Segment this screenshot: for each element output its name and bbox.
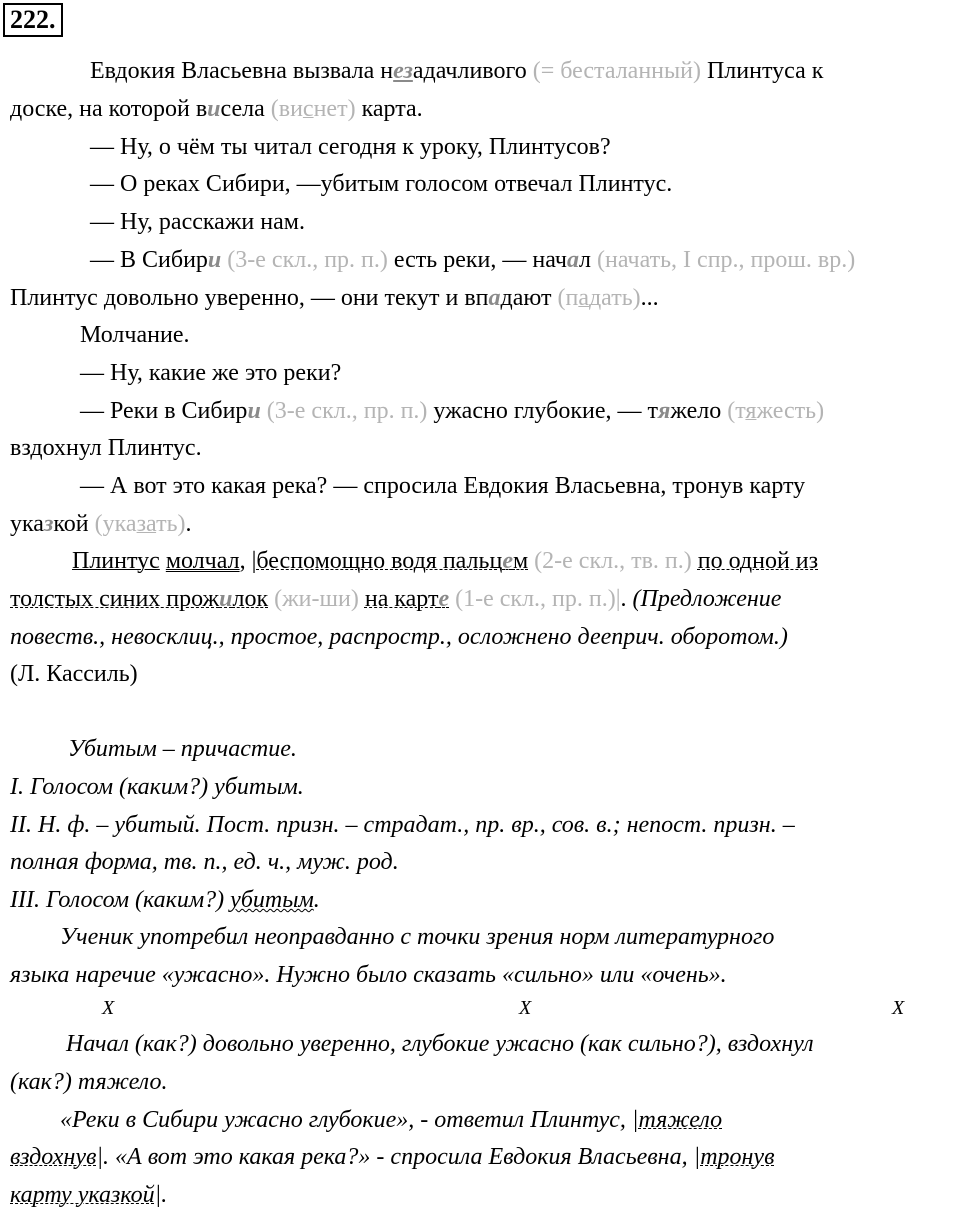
hint: (тяжесть) [727,398,825,424]
missing-letters: ез [393,58,413,84]
dialogue-line: — Реки в Сибири (3-е скл., пр. п.) ужасно глубокие, — тяжело (тяжесть) [80,398,825,424]
adverbial-phrase: беспомощно водя пальцем [256,548,529,574]
hint: (= бесталанный) [532,58,701,84]
object-phrase: по одной из [697,548,819,574]
subject: Плинтус [72,548,160,574]
hint: (3-е скл., пр. п.) [227,247,388,273]
analysis-line: вздохнув|. «А вот это какая река?» - спросила Евдокия Власьевна, |тронув [10,1144,775,1170]
dialogue-line: — В Сибири (3-е скл., пр. п.) есть реки, — начал (начать, I спр., прош. вр.) [90,247,856,273]
text-line: доске, на которой висела (виснет) карта. [10,96,423,122]
text-line: Молчание. [80,322,190,348]
dialogue-line: — О реках Сибири, —убитым голосом отвечал Плинтус. [90,171,673,197]
parsed-sentence-line: Плинтус молчал, |беспомощно водя пальцем (2-е скл., тв. п.) по одной из [72,548,819,574]
x-mark: X [892,997,905,1019]
analysis-line: языка наречие «ужасно». Нужно было сказать «сильно» или «очень». [10,962,727,988]
adverbial-place: на карте [364,586,450,612]
dialogue-line: — А вот это какая река? — спросила Евдокия Власьевна, тронув карту [80,473,806,499]
hint: (начать, I спр., прош. вр.) [596,247,856,273]
hint: (1-е скл., пр. п.)| [449,586,621,612]
hint: (жи-ши) [268,586,365,612]
analysis-line: Убитым – причастие. [68,736,297,762]
analysis-line: Ученик употребил неоправданно с точки зрения норм литературного [60,924,775,950]
dialogue-line: — Ну, о чём ты читал сегодня к уроку, Плинтусов? [90,134,611,160]
analysis-line: полная форма, тв. п., ед. ч., муж. род. [10,849,399,875]
analysis-line: II. Н. ф. – убитый. Пост. призн. – страдат., пр. вр., сов. в.; непост. призн. – [10,812,795,838]
x-mark: X [519,997,532,1019]
text-line: Плинтус довольно уверенно, — они текут и впадают (падать)... [10,285,659,311]
sentence-note: повеств., невосклиц., простое, распростр., осложнено дееприч. оборотом.) [10,624,788,650]
hint: (падать) [557,285,641,311]
text-line: Евдокия Власьевна вызвала незадачливого (= бесталанный) Плинтуса к [90,58,824,84]
text-line: указкой (указать). [10,511,192,537]
text-line: вздохнул Плинтус. [10,435,202,461]
analysis-line: «Реки в Сибири ужасно глубокие», - ответил Плинтус, |тяжело [60,1107,723,1133]
hint: (указать) [94,511,186,537]
predicate: молчал [165,548,240,574]
analysis-line: карту указкой|. [10,1182,168,1208]
exercise-number: 222. [3,3,63,37]
hint: (3-е скл., пр. п.) [266,398,428,424]
missing-letter: и [207,96,221,122]
x-mark: X [102,997,115,1019]
author: (Л. Кассиль) [10,661,138,687]
analysis-line: (как?) тяжело. [10,1069,168,1095]
hint: (2-е скл., тв. п.) [528,548,698,574]
dialogue-line: — Ну, расскажи нам. [90,209,305,235]
parsed-sentence-line: толстых синих прожилок (жи-ши) на карте (1-е скл., пр. п.)|. (Предложение [10,586,782,612]
object-phrase: толстых синих прожилок [10,586,269,612]
analysis-line: Начал (как?) довольно уверенно, глубокие ужасно (как сильно?), вздохнул [66,1031,814,1057]
dialogue-line: — Ну, какие же это реки? [80,360,342,386]
sentence-note: (Предложение [632,586,782,612]
analysis-line: III. Голосом (каким?) убитым. [10,887,320,913]
analysis-line: I. Голосом (каким?) убитым. [10,774,304,800]
hint: (виснет) [270,96,356,122]
